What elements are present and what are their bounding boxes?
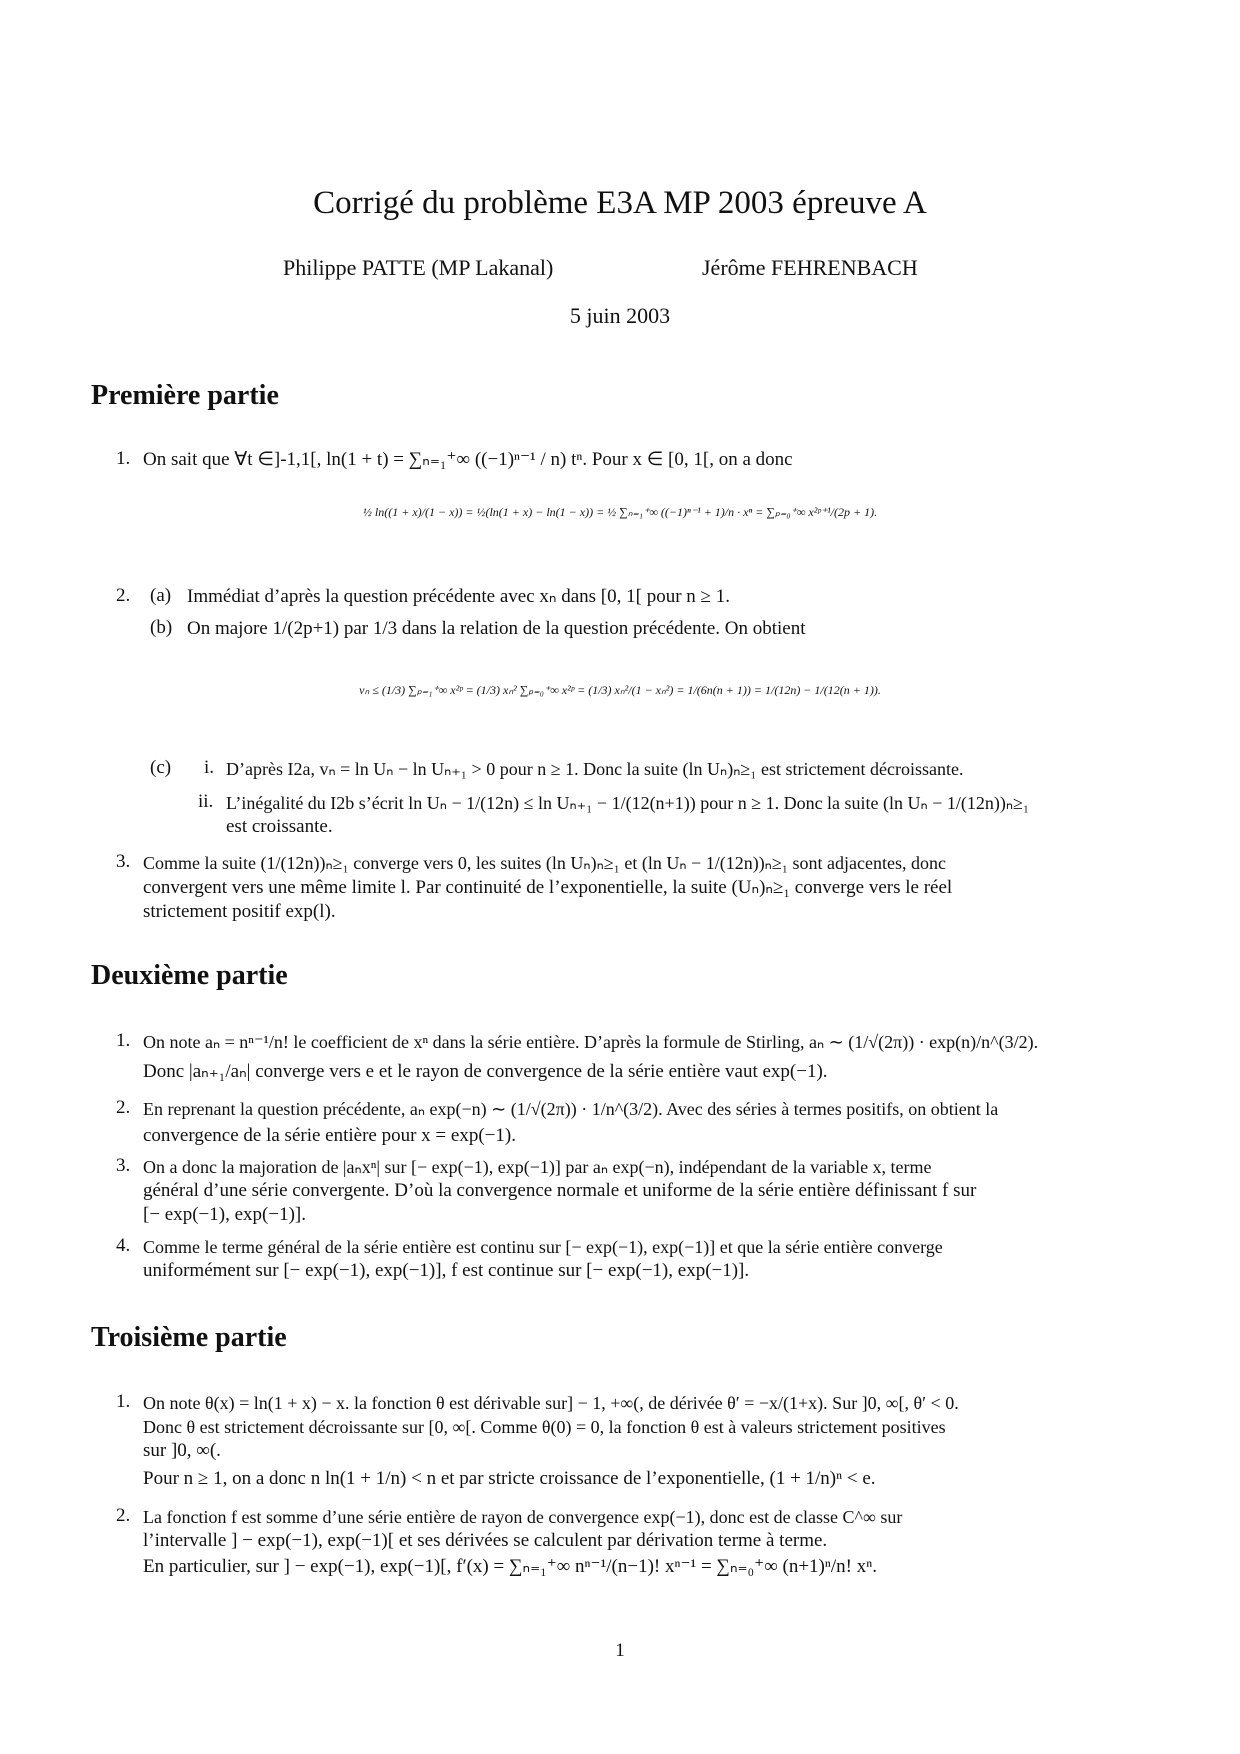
item-number: 1. — [116, 1030, 131, 1051]
item-label: (a) — [150, 585, 172, 606]
display-equation: vₙ ≤ (1/3) ∑ₚ₌₁⁺∞ x²ᵖ = (1/3) xₙ² ∑ₚ₌₀⁺∞ x²ᵖ = (1/3) xₙ²/(1 − xₙ²) = 1/(6n(n + 1)) = 1/(12n) − 1/(12(n + 1)). — [359, 683, 881, 697]
paragraph-line: Donc |aₙ₊₁/aₙ| converge vers e et le rayon de convergence de la série entière vaut exp(−1). — [143, 1061, 828, 1082]
paragraph-line: convergence de la série entière pour x = exp(−1). — [143, 1125, 516, 1146]
paragraph-line: On note θ(x) = ln(1 + x) − x. la fonction θ est dérivable sur] − 1, +∞(, de dérivée θ′ = −x/(1+x). Sur ]0, ∞[, θ′ < 0. — [143, 1393, 959, 1413]
document-date: 5 juin 2003 — [569, 303, 671, 328]
item-label: (b) — [150, 617, 173, 638]
item-number: 2. — [116, 585, 131, 606]
paragraph-line: Comme le terme général de la série entière est continu sur [− exp(−1), exp(−1)] et que la série entière converge — [143, 1237, 943, 1257]
item-number: 4. — [116, 1235, 131, 1256]
paragraph-line: L’inégalité du I2b s’écrit ln Uₙ − 1/(12n) ≤ ln Uₙ₊₁ − 1/(12(n+1)) pour n ≥ 1. Donc la suite (ln Uₙ − 1/(12n))ₙ≥₁ — [226, 793, 1030, 813]
paragraph-line: On note aₙ = nⁿ⁻¹/n! le coefficient de xⁿ dans la série entière. D’après la formule de Stirling, aₙ ∼ (1/√(2π)) · exp(n)/n^(3/2). — [143, 1032, 1039, 1052]
paragraph-line: sur ]0, ∞(. — [143, 1440, 221, 1461]
paragraph-line: Pour n ≥ 1, on a donc n ln(1 + 1/n) < n et par stricte croissance de l’exponentielle, (1 + 1/n)ⁿ < e. — [143, 1468, 876, 1489]
author-name: Philippe PATTE (MP Lakanal) — [283, 255, 554, 280]
item-number: 2. — [116, 1097, 131, 1118]
item-label: (c) — [150, 757, 172, 778]
paragraph-line: On majore 1/(2p+1) par 1/3 dans la relation de la question précédente. On obtient — [187, 618, 806, 639]
item-number: 3. — [116, 1155, 131, 1176]
paragraph-line: général d’une série convergente. D’où la convergence normale et uniforme de la série entière définissant f sur — [143, 1180, 977, 1201]
item-label: i. — [204, 757, 215, 778]
item-label: ii. — [198, 791, 214, 812]
paragraph-line: D’après I2a, vₙ = ln Uₙ − ln Uₙ₊₁ > 0 pour n ≥ 1. Donc la suite (ln Uₙ)ₙ≥₁ est strictement décroissante. — [226, 759, 964, 779]
document-title: Corrigé du problème E3A MP 2003 épreuve A — [313, 185, 927, 221]
item-number: 1. — [116, 1391, 131, 1412]
item-number: 3. — [116, 851, 131, 872]
paragraph-line: En particulier, sur ] − exp(−1), exp(−1)[, f′(x) = ∑ₙ₌₁⁺∞ nⁿ⁻¹/(n−1)! xⁿ⁻¹ = ∑ₙ₌₀⁺∞ (n+1)ⁿ/n! xⁿ. — [143, 1556, 877, 1577]
section-heading: Première partie — [91, 380, 279, 411]
author-name: Jérôme FEHRENBACH — [702, 255, 918, 280]
paragraph-line: strictement positif exp(l). — [143, 901, 336, 922]
paragraph-line: l’intervalle ] − exp(−1), exp(−1)[ et ses dérivées se calculent par dérivation terme à terme. — [143, 1530, 828, 1551]
paragraph-line: Donc θ est strictement décroissante sur [0, ∞[. Comme θ(0) = 0, la fonction θ est à valeurs strictement positives — [143, 1417, 946, 1437]
paragraph-line: uniformément sur [− exp(−1), exp(−1)], f est continue sur [− exp(−1), exp(−1)]. — [143, 1260, 750, 1281]
paragraph-line: convergent vers une même limite l. Par continuité de l’exponentielle, la suite (Uₙ)ₙ≥₁ converge vers le réel — [143, 877, 953, 898]
display-equation: ½ ln((1 + x)/(1 − x)) = ½(ln(1 + x) − ln(1 − x)) = ½ ∑ₙ₌₁⁺∞ ((−1)ⁿ⁻¹ + 1)/n · xⁿ = ∑ₚ₌₀⁺∞ x²ᵖ⁺¹/(2p + 1). — [362, 505, 878, 519]
paragraph-line: [− exp(−1), exp(−1)]. — [143, 1204, 306, 1225]
section-heading: Troisième partie — [91, 1322, 287, 1353]
paragraph-line: Immédiat d’après la question précédente avec xₙ dans [0, 1[ pour n ≥ 1. — [187, 586, 730, 607]
paragraph-line: Comme la suite (1/(12n))ₙ≥₁ converge vers 0, les suites (ln Uₙ)ₙ≥₁ et (ln Uₙ − 1/(12n))ₙ≥₁ sont adjacentes, donc — [143, 853, 946, 873]
paragraph-line: On sait que ∀t ∈]-1,1[, ln(1 + t) = ∑ₙ₌₁⁺∞ ((−1)ⁿ⁻¹ / n) tⁿ. Pour x ∈ [0, 1[, on a donc — [143, 449, 793, 470]
section-heading: Deuxième partie — [91, 960, 288, 991]
paragraph-line: On a donc la majoration de |aₙxⁿ| sur [− exp(−1), exp(−1)] par aₙ exp(−n), indépendant de la variable x, terme — [143, 1157, 932, 1177]
item-number: 2. — [116, 1505, 131, 1526]
paragraph-line: En reprenant la question précédente, aₙ exp(−n) ∼ (1/√(2π)) · 1/n^(3/2). Avec des séries à termes positifs, on obtient la — [143, 1099, 999, 1119]
page-number: 1 — [615, 1640, 625, 1661]
paragraph-line: est croissante. — [226, 816, 333, 837]
paragraph-line: La fonction f est somme d’une série entière de rayon de convergence exp(−1), donc est de classe C^∞ sur — [143, 1507, 903, 1527]
item-number: 1. — [116, 448, 131, 469]
